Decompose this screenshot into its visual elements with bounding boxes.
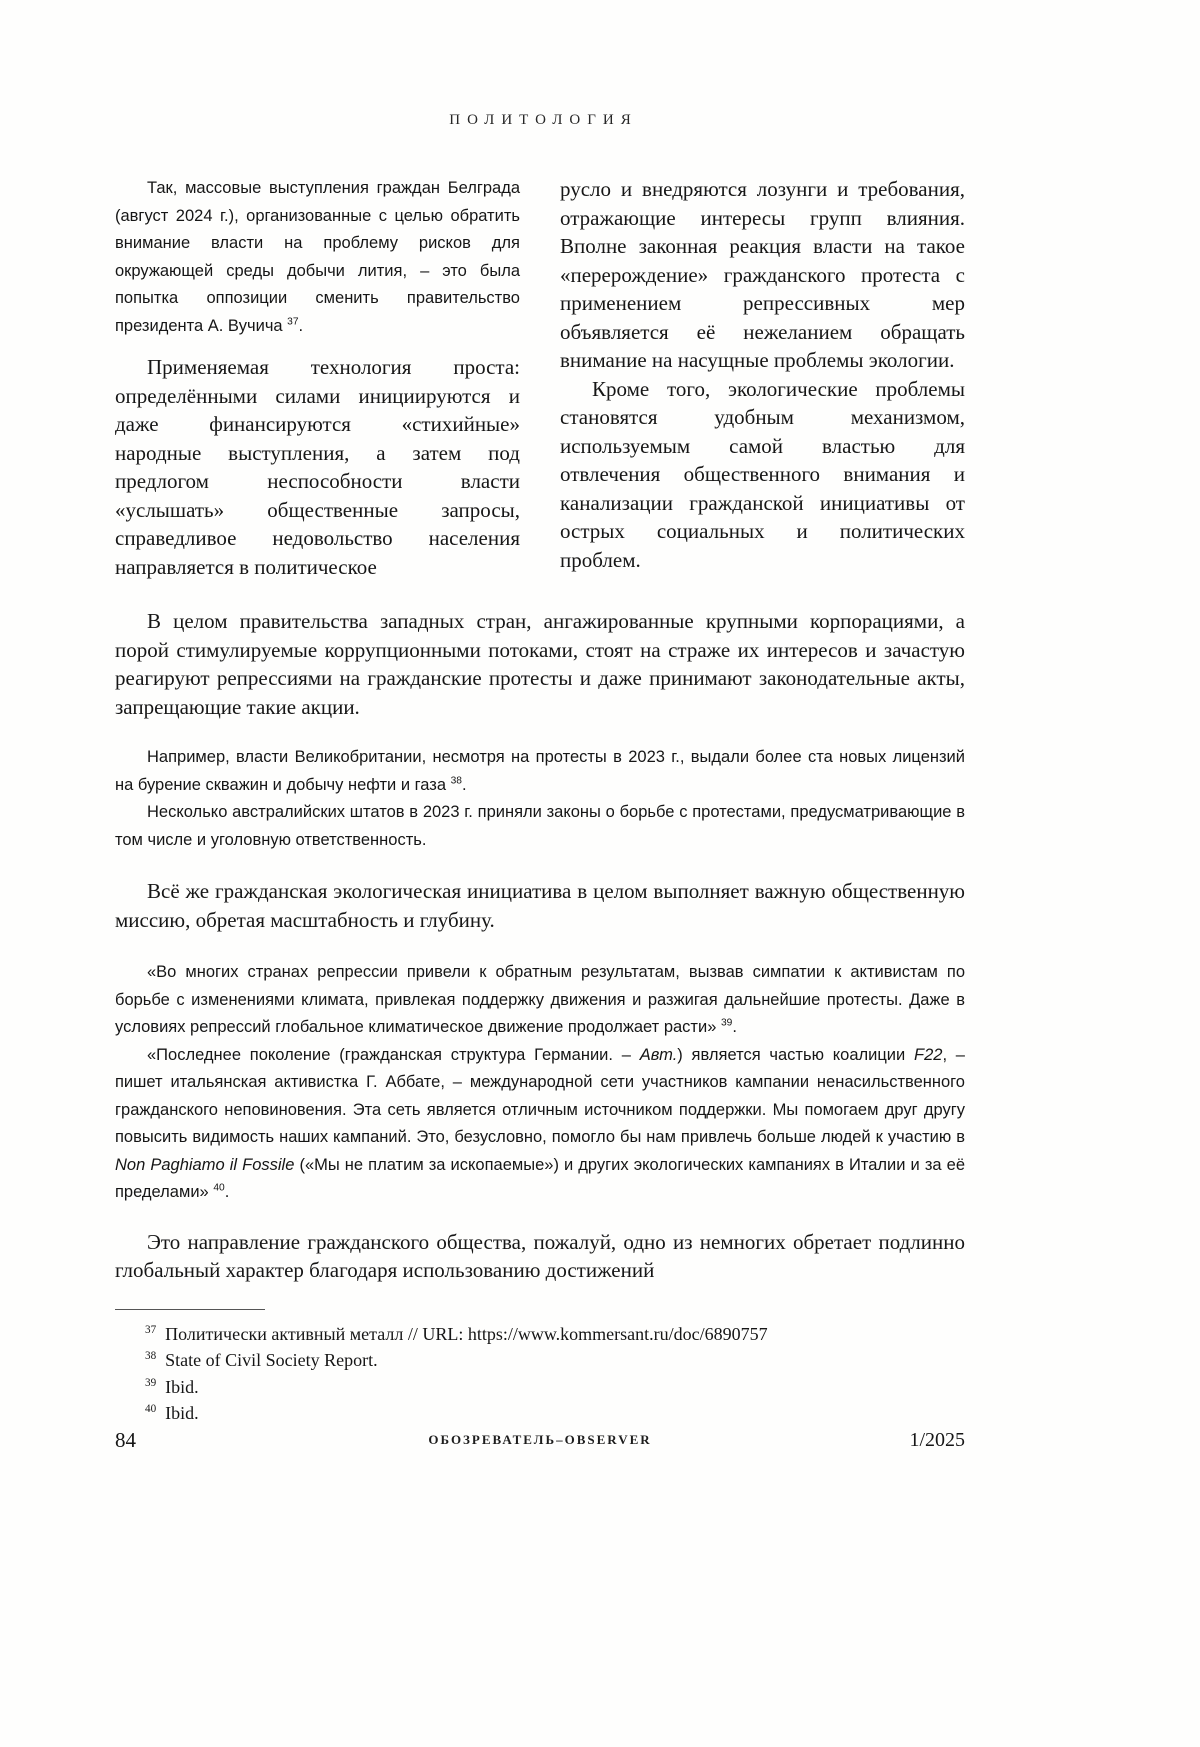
paragraph-quote-repressions: «Во многих странах репрессии привели к обратным результатам, вызвав симпатии к активистам по борьбе с изменениями климата, привлекая поддержку движения и разжигая дальнейшие протесты. Даже в условиях репрессий глобальное климатическое движение продолжает расти» $^{39}$. — [115, 963, 965, 1036]
footnote-ref: 39 — [720, 1017, 733, 1029]
two-column-section — [115, 175, 965, 607]
paragraph-australia-laws: Несколько австралийских штатов в 2023 г. приняли законы о борьбе с протестами, предусматривающие в том числе и уголовную ответственность. — [115, 803, 965, 849]
right-column — [560, 175, 965, 607]
footnote-separator — [115, 1309, 265, 1310]
footnote-ref: 40 — [213, 1182, 225, 1194]
paragraph-quote-last-generation: «Последнее поколение (гражданская структура Германии. – Авт.) является частью коалиции F22, – пишет итальянская активистка Г. Аббате, – международной сети участников кампании ненасильственного гражданского неповиновения. Эта сеть является отличным источником поддержки. Мы помогаем друг другу повысить видимость наших кампаний. Это, безусловно, помогло бы нам привлечь больше людей к участию в Non Paghiamo il Fossile («Мы не платим за ископаемые») и других экологических кампаниях в Италии и за её пределами» $^{40}$. — [115, 1045, 966, 1201]
paragraph-global-direction: Это направление гражданского общества, пожалуй, одно из немногих обретает подлинно глобальный характер благодаря использованию достижений — [115, 1229, 965, 1282]
paragraph-civic-mission: Всё же гражданская экологическая инициатива в целом выполняет важную общественную миссию, обретая масштабность и глубину. — [115, 879, 965, 932]
page-number: 84 — [115, 1428, 136, 1452]
footnote-item-37 — [115, 1321, 965, 1348]
emphasis-text: Авт. — [639, 1045, 678, 1064]
footnote-ref: 37 — [287, 316, 299, 327]
footnote-number: 37 — [145, 1323, 157, 1336]
footnote-item-40 — [115, 1400, 965, 1427]
paragraph-uk-licenses: Например, власти Великобритании, несмотря на протесты в 2023 г., выдали более ста новых лицензий на бурение скважин и добычу нефти и газа $^{38}$. — [115, 748, 965, 794]
emphasis-text: Non Paghiamo il Fossile — [115, 1155, 295, 1174]
footnote-text: Ibid. — [165, 1376, 199, 1397]
examples-block — [115, 744, 965, 854]
footnote-item-39 — [115, 1374, 965, 1401]
footnote-number: 40 — [145, 1403, 157, 1415]
paragraph-belgrade-example: Так, массовые выступления граждан Белграда (август 2024 г.), организованные с целью обратить внимание власти на проблему рисков для окружающей среды добычи лития, – это была попытка оппозиции сменить правительство президента А. Вучича $^{37}$. — [115, 179, 520, 335]
page-footer — [115, 1428, 965, 1452]
footnote-text: Ibid. — [165, 1403, 199, 1423]
quotes-block — [115, 959, 965, 1207]
paragraph-western-governments: В целом правительства западных стран, ангажированные крупными корпорациями, а порой стимулируемые коррупционными потоками, стоят на страже их интересов и зачастую реагируют репрессиями на гражданские протесты и даже принимают законодательные акты, запрещающие такие акции. — [115, 609, 965, 719]
paragraph-technology-continued: русло и внедряются лозунги и требования, отражающие интересы групп влияния. Вполне законная реакция власти на такое «перерождение» гражданского протеста с применением репрессивных мер объявляется её нежеланием обращать внимание на насущные проблемы экологии. — [560, 177, 965, 372]
emphasis-text: F22 — [914, 1045, 943, 1064]
footnote-ref: 38 — [450, 775, 462, 786]
paragraph-eco-problems: Кроме того, экологические проблемы становятся удобным механизмом, используемым самой властью для отвлечения общественного внимания и канализации гражданской инициативы от острых социальных и политических проблем. — [560, 376, 965, 572]
paragraph-technology: Применяемая технология проста: определёнными силами инициируются и даже финансируются «стихийные» народные выступления, а затем под предлогом неспособности власти «услышать» общественные запросы, справедливое недовольство населения направляется в политическое — [115, 355, 520, 579]
rubric-header: ПОЛИТОЛОГИЯ — [449, 112, 638, 128]
footnotes-section — [115, 1321, 965, 1427]
issue-number: 1/2025 — [909, 1429, 965, 1451]
footnote-number: 39 — [145, 1376, 157, 1389]
left-column — [115, 175, 520, 607]
journal-name: ОБОЗРЕВАТЕЛЬ–OBSERVER — [428, 1432, 652, 1447]
page-content — [115, 0, 965, 1427]
footnote-text: Политически активный металл // URL: https://www.kommersant.ru/doc/6890757 — [165, 1323, 768, 1344]
footnote-number: 38 — [145, 1350, 157, 1362]
footnote-text: State of Civil Society Report. — [165, 1350, 378, 1370]
footnote-item-38 — [115, 1347, 965, 1374]
